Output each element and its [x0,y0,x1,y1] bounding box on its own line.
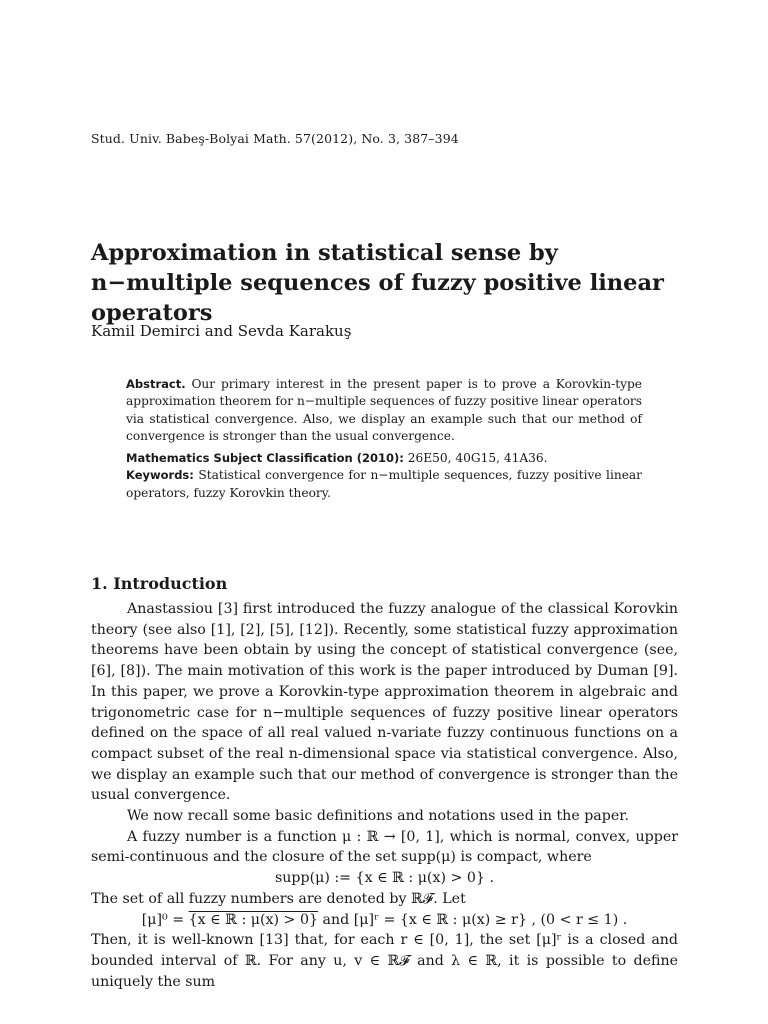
keywords-line [126,467,642,502]
msc-value: 26E50, 40G15, 41A36. [407,451,548,466]
equation-level-sets [91,910,678,931]
paper-title: Approximation in statistical sense by n−multiple sequences of fuzzy positive linear operators [91,240,664,326]
section-body [91,599,678,992]
intro-paragraph-3: A fuzzy number is a function μ : ℝ → [0, 1], which is normal, convex, upper semi-continuous and the closure of the set supp(μ) is compact, where [91,828,678,866]
intro-paragraph-2: We now recall some basic definitions and notations used in the paper. [127,808,629,825]
equation-closure: {x ∈ ℝ : μ(x) > 0} [188,911,319,928]
paper-authors: Kamil Demirci and Sevda Karakuş [91,322,352,340]
msc-label: Mathematics Subject Classification (2010): [126,451,404,466]
equation-part-c: and [μ]ʳ = {x ∈ ℝ : μ(x) ≥ r} , (0 < r ≤ 1) . [318,911,628,928]
abstract-text: Our primary interest in the present paper is to prove a Korovkin-type approximation theorem for n−multiple sequences of fuzzy positive linear operators via statistical convergence. Also, we display an example such that our method of convergence is stronger than the usual convergence. [126,377,643,443]
abstract-block [126,376,642,502]
abstract-paragraph [126,376,642,445]
keywords-value: Statistical convergence for n−multiple sequences, fuzzy positive linear operators, fuzzy Korovkin theory. [126,468,642,500]
intro-paragraph-1: Anastassiou [3] first introduced the fuzzy analogue of the classical Korovkin theory (see also [1], [2], [5], [12]). Recently, some statistical fuzzy approximation theorems have been obtain by using the concept of statistical convergence (see, [6], [8]). The main motivation of this work is the paper introduced by Duman [9]. In this paper, we prove a Korovkin-type approximation theorem in algebraic and trigonometric case for n−multiple sequences of fuzzy positive linear operators defined on the space of all real valued n-variate fuzzy continuous functions on a compact subset of the real n-dimensional space via statistical convergence. Also, we display an example such that our method of convergence is stronger than the usual convergence. [91,601,678,804]
intro-paragraph-4: The set of all fuzzy numbers are denoted by ℝ𝓕. Let [91,890,466,907]
intro-paragraph-5: Then, it is well-known [13] that, for each r ∈ [0, 1], the set [μ]ʳ is a closed and bounded interval of ℝ. For any u, v ∈ ℝ𝓕 and λ ∈ ℝ, it is possible to define uniquely the sum [91,932,678,990]
msc-line [126,450,642,467]
equation-supp: supp(μ) := {x ∈ ℝ : μ(x) > 0} . [275,870,494,887]
journal-citation: Stud. Univ. Babeş-Bolyai Math. 57(2012), No. 3, 387–394 [91,131,459,146]
equation-part-a: [μ]⁰ = [141,911,189,928]
abstract-label: Abstract. [126,377,186,391]
section-heading: 1. Introduction [91,574,228,593]
keywords-label: Keywords: [126,468,194,483]
